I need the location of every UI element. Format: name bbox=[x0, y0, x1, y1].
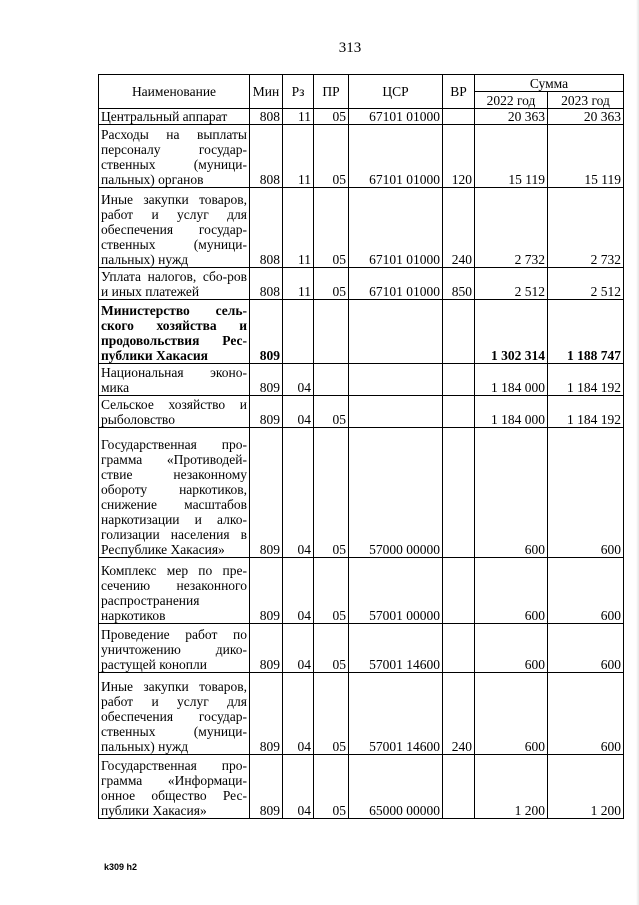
header-year-2022: 2022 год bbox=[475, 92, 548, 109]
cell-vr bbox=[443, 364, 475, 396]
cell-pr: 05 bbox=[314, 396, 349, 428]
cell-name: Министерство сель-ского хозяйства и продовольствия Рес-публики Хакасия bbox=[99, 300, 250, 364]
header-min: Мин bbox=[250, 75, 283, 109]
cell-vr: 240 bbox=[443, 188, 475, 268]
cell-min: 809 bbox=[250, 624, 283, 673]
cell-rz: 04 bbox=[283, 558, 314, 624]
cell-sum-2022: 600 bbox=[475, 673, 548, 755]
header-pr: ПР bbox=[314, 75, 349, 109]
cell-vr bbox=[443, 396, 475, 428]
cell-sum-2022: 2 512 bbox=[475, 268, 548, 300]
table-row bbox=[99, 364, 624, 396]
table-row bbox=[99, 300, 624, 364]
header-csr: ЦСР bbox=[349, 75, 443, 109]
cell-min: 809 bbox=[250, 755, 283, 819]
cell-name: Расходы на выплаты персоналу государ-ственных (муници-пальных) органов bbox=[99, 125, 250, 188]
cell-sum-2023: 600 bbox=[548, 624, 624, 673]
table-row bbox=[99, 268, 624, 300]
cell-vr bbox=[443, 300, 475, 364]
cell-vr bbox=[443, 109, 475, 125]
table-row bbox=[99, 755, 624, 819]
cell-csr bbox=[349, 300, 443, 364]
cell-sum-2023: 20 363 bbox=[548, 109, 624, 125]
table-row bbox=[99, 624, 624, 673]
cell-name: Иные закупки товаров, работ и услуг для обеспечения государ-ственных (муници-пальных) нужд bbox=[99, 673, 250, 755]
header-vr: ВР bbox=[443, 75, 475, 109]
table-row bbox=[99, 125, 624, 188]
cell-name: Центральный аппарат bbox=[99, 109, 250, 125]
cell-sum-2022: 1 302 314 bbox=[475, 300, 548, 364]
budget-table bbox=[98, 74, 624, 819]
header-year-2023: 2023 год bbox=[548, 92, 624, 109]
cell-name: Иные закупки товаров, работ и услуг для обеспечения государ-ственных (муници-пальных) нужд bbox=[99, 188, 250, 268]
cell-vr bbox=[443, 428, 475, 558]
cell-min: 809 bbox=[250, 428, 283, 558]
cell-pr: 05 bbox=[314, 268, 349, 300]
table-row bbox=[99, 188, 624, 268]
cell-pr bbox=[314, 364, 349, 396]
cell-sum-2022: 2 732 bbox=[475, 188, 548, 268]
cell-vr bbox=[443, 558, 475, 624]
header-rz: Рз bbox=[283, 75, 314, 109]
cell-pr: 05 bbox=[314, 673, 349, 755]
cell-csr bbox=[349, 396, 443, 428]
header-sum: Сумма bbox=[475, 75, 624, 92]
cell-name: Национальная эконо-мика bbox=[99, 364, 250, 396]
cell-csr: 57001 14600 bbox=[349, 673, 443, 755]
cell-csr: 57001 00000 bbox=[349, 558, 443, 624]
cell-csr: 67101 01000 bbox=[349, 268, 443, 300]
cell-min: 809 bbox=[250, 300, 283, 364]
cell-sum-2023: 600 bbox=[548, 558, 624, 624]
cell-sum-2022: 600 bbox=[475, 428, 548, 558]
cell-pr: 05 bbox=[314, 188, 349, 268]
header-name: Наименование bbox=[99, 75, 250, 109]
cell-name: Уплата налогов, сбо-ров и иных платежей bbox=[99, 268, 250, 300]
cell-sum-2022: 15 119 bbox=[475, 125, 548, 188]
cell-vr: 120 bbox=[443, 125, 475, 188]
cell-rz: 04 bbox=[283, 364, 314, 396]
cell-rz: 11 bbox=[283, 109, 314, 125]
cell-rz: 11 bbox=[283, 125, 314, 188]
cell-rz: 11 bbox=[283, 268, 314, 300]
table-row bbox=[99, 558, 624, 624]
cell-min: 808 bbox=[250, 125, 283, 188]
table-row bbox=[99, 673, 624, 755]
cell-pr: 05 bbox=[314, 428, 349, 558]
cell-rz: 11 bbox=[283, 188, 314, 268]
cell-name: Сельское хозяйство и рыболовство bbox=[99, 396, 250, 428]
cell-sum-2022: 20 363 bbox=[475, 109, 548, 125]
cell-csr: 65000 00000 bbox=[349, 755, 443, 819]
cell-name: Проведение работ по уничтожению дико-растущей конопли bbox=[99, 624, 250, 673]
cell-csr: 57000 00000 bbox=[349, 428, 443, 558]
cell-sum-2022: 1 184 000 bbox=[475, 364, 548, 396]
cell-sum-2023: 600 bbox=[548, 428, 624, 558]
table-row bbox=[99, 396, 624, 428]
cell-sum-2023: 15 119 bbox=[548, 125, 624, 188]
cell-rz bbox=[283, 300, 314, 364]
cell-pr bbox=[314, 300, 349, 364]
cell-pr: 05 bbox=[314, 558, 349, 624]
cell-min: 809 bbox=[250, 396, 283, 428]
page-number: 313 bbox=[338, 40, 362, 56]
cell-pr: 05 bbox=[314, 755, 349, 819]
cell-csr: 67101 01000 bbox=[349, 109, 443, 125]
cell-min: 808 bbox=[250, 188, 283, 268]
cell-min: 809 bbox=[250, 558, 283, 624]
cell-sum-2022: 1 184 000 bbox=[475, 396, 548, 428]
cell-rz: 04 bbox=[283, 624, 314, 673]
table-row bbox=[99, 428, 624, 558]
cell-sum-2023: 600 bbox=[548, 673, 624, 755]
cell-csr: 67101 01000 bbox=[349, 125, 443, 188]
cell-min: 808 bbox=[250, 109, 283, 125]
cell-csr bbox=[349, 364, 443, 396]
cell-sum-2023: 1 188 747 bbox=[548, 300, 624, 364]
cell-vr: 850 bbox=[443, 268, 475, 300]
cell-pr: 05 bbox=[314, 109, 349, 125]
cell-rz: 04 bbox=[283, 755, 314, 819]
cell-rz: 04 bbox=[283, 428, 314, 558]
cell-name: Государственная про-грамма «Противодей-ствие незаконному обороту наркотиков, снижение масштабов наркотизации и алко-голизации населения в Республике Хакасия» bbox=[99, 428, 250, 558]
cell-min: 809 bbox=[250, 673, 283, 755]
cell-sum-2023: 2 732 bbox=[548, 188, 624, 268]
cell-rz: 04 bbox=[283, 673, 314, 755]
cell-vr bbox=[443, 755, 475, 819]
cell-csr: 57001 14600 bbox=[349, 624, 443, 673]
cell-pr: 05 bbox=[314, 125, 349, 188]
cell-sum-2022: 600 bbox=[475, 558, 548, 624]
cell-sum-2023: 1 184 192 bbox=[548, 364, 624, 396]
cell-vr bbox=[443, 624, 475, 673]
footer-code: k309 h2 bbox=[104, 862, 138, 872]
cell-min: 809 bbox=[250, 364, 283, 396]
cell-name: Государственная про-грамма «Информаци-онное общество Рес-публики Хакасия» bbox=[99, 755, 250, 819]
cell-csr: 67101 01000 bbox=[349, 188, 443, 268]
cell-min: 808 bbox=[250, 268, 283, 300]
cell-sum-2023: 1 200 bbox=[548, 755, 624, 819]
cell-rz: 04 bbox=[283, 396, 314, 428]
cell-sum-2022: 1 200 bbox=[475, 755, 548, 819]
cell-name: Комплекс мер по пре-сечению незаконного распространения наркотиков bbox=[99, 558, 250, 624]
cell-pr: 05 bbox=[314, 624, 349, 673]
cell-sum-2023: 2 512 bbox=[548, 268, 624, 300]
cell-sum-2022: 600 bbox=[475, 624, 548, 673]
cell-sum-2023: 1 184 192 bbox=[548, 396, 624, 428]
cell-vr: 240 bbox=[443, 673, 475, 755]
table-row bbox=[99, 109, 624, 125]
